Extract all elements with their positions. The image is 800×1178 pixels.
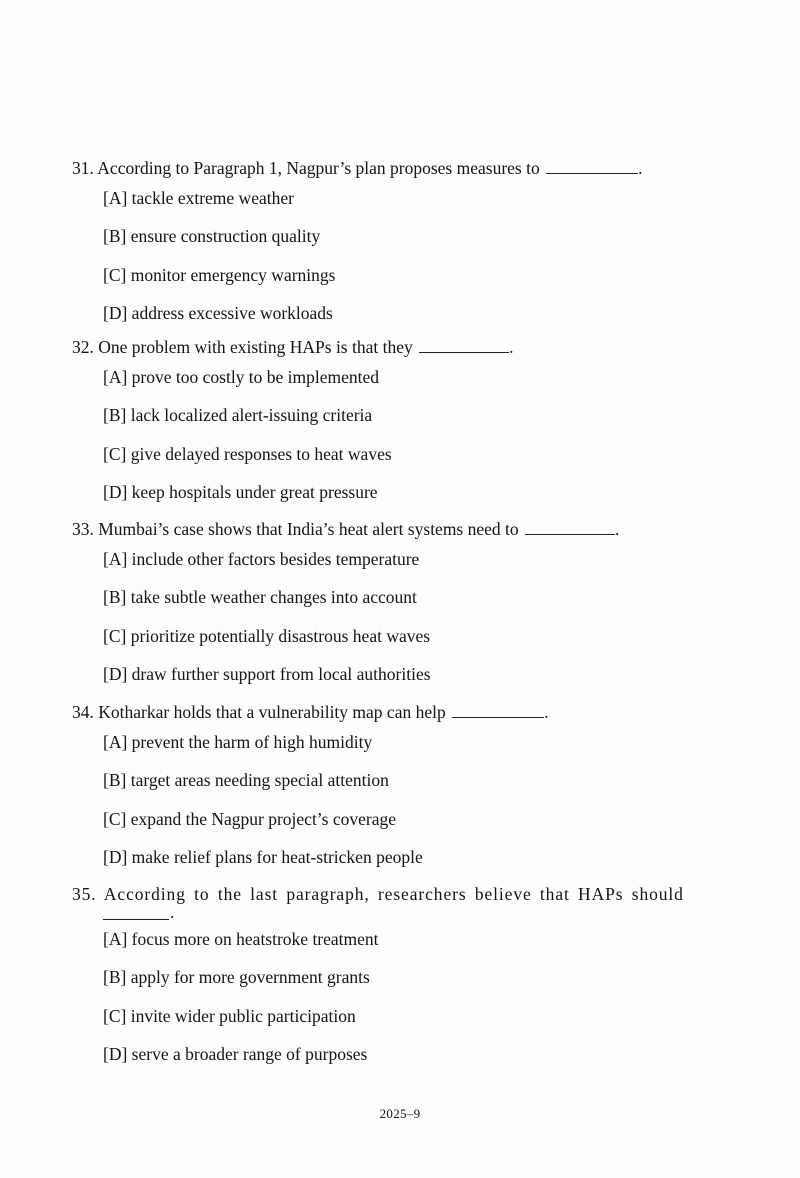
option-a: [A] prevent the harm of high humidity (103, 732, 373, 752)
question-stem (72, 701, 752, 723)
option-c: [C] expand the Nagpur project’s coverage (103, 808, 397, 829)
question-number: 33. (72, 519, 94, 539)
question-33 (72, 518, 752, 693)
question-text: According to Paragraph 1, Nagpur’s plan proposes measures to (97, 158, 540, 178)
options-list (72, 187, 752, 332)
question-end: . (170, 902, 175, 922)
option-a: [A] tackle extreme weather (103, 188, 294, 208)
question-text: Mumbai’s case shows that India’s heat alert systems need to (98, 519, 519, 539)
question-stem (72, 336, 752, 358)
options-list (72, 548, 752, 693)
option-b: [B] take subtle weather changes into account (103, 587, 417, 608)
option-d: [D] draw further support from local authorities (103, 663, 431, 684)
question-number: 31. (72, 158, 94, 178)
answer-blank (525, 533, 615, 535)
question-31 (72, 157, 752, 332)
option-a: [A] include other factors besides temperature (103, 549, 420, 569)
option-c: [C] give delayed responses to heat waves (103, 443, 392, 464)
question-stem (72, 157, 752, 179)
option-d: [D] address excessive workloads (103, 302, 333, 323)
option-c: [C] invite wider public participation (103, 1005, 356, 1026)
question-text: According to the last paragraph, researchers believe that HAPs should (103, 884, 684, 904)
question-end: . (615, 519, 620, 539)
option-b: [B] apply for more government grants (103, 967, 370, 988)
question-end: . (638, 158, 643, 178)
option-a: [A] prove too costly to be implemented (103, 367, 380, 387)
question-text: Kotharkar holds that a vulnerability map can help (98, 702, 446, 722)
options-list (72, 731, 752, 876)
answer-blank (546, 172, 638, 174)
option-c: [C] monitor emergency warnings (103, 264, 336, 285)
question-stem (72, 518, 752, 540)
options-list (72, 928, 752, 1073)
question-34 (72, 701, 752, 876)
answer-blank (419, 351, 509, 353)
option-d: [D] serve a broader range of purposes (103, 1043, 368, 1064)
option-d: [D] keep hospitals under great pressure (103, 481, 378, 502)
answer-blank (452, 716, 544, 718)
options-list (72, 366, 752, 511)
option-d: [D] make relief plans for heat-stricken people (103, 846, 423, 867)
question-32 (72, 336, 752, 511)
question-number: 35. (72, 884, 97, 904)
option-b: [B] ensure construction quality (103, 226, 321, 247)
question-end: . (509, 337, 514, 357)
question-text: One problem with existing HAPs is that they (98, 337, 413, 357)
option-c: [C] prioritize potentially disastrous heat waves (103, 625, 431, 646)
question-35 (72, 883, 752, 1073)
question-end: . (544, 702, 549, 722)
option-b: [B] target areas needing special attention (103, 770, 389, 791)
answer-blank (103, 902, 175, 922)
option-a: [A] focus more on heatstroke treatment (103, 929, 379, 949)
page-number: 2025–9 (379, 1106, 421, 1121)
question-number: 32. (72, 337, 94, 357)
question-number: 34. (72, 702, 94, 722)
option-b: [B] lack localized alert-issuing criteria (103, 405, 373, 426)
